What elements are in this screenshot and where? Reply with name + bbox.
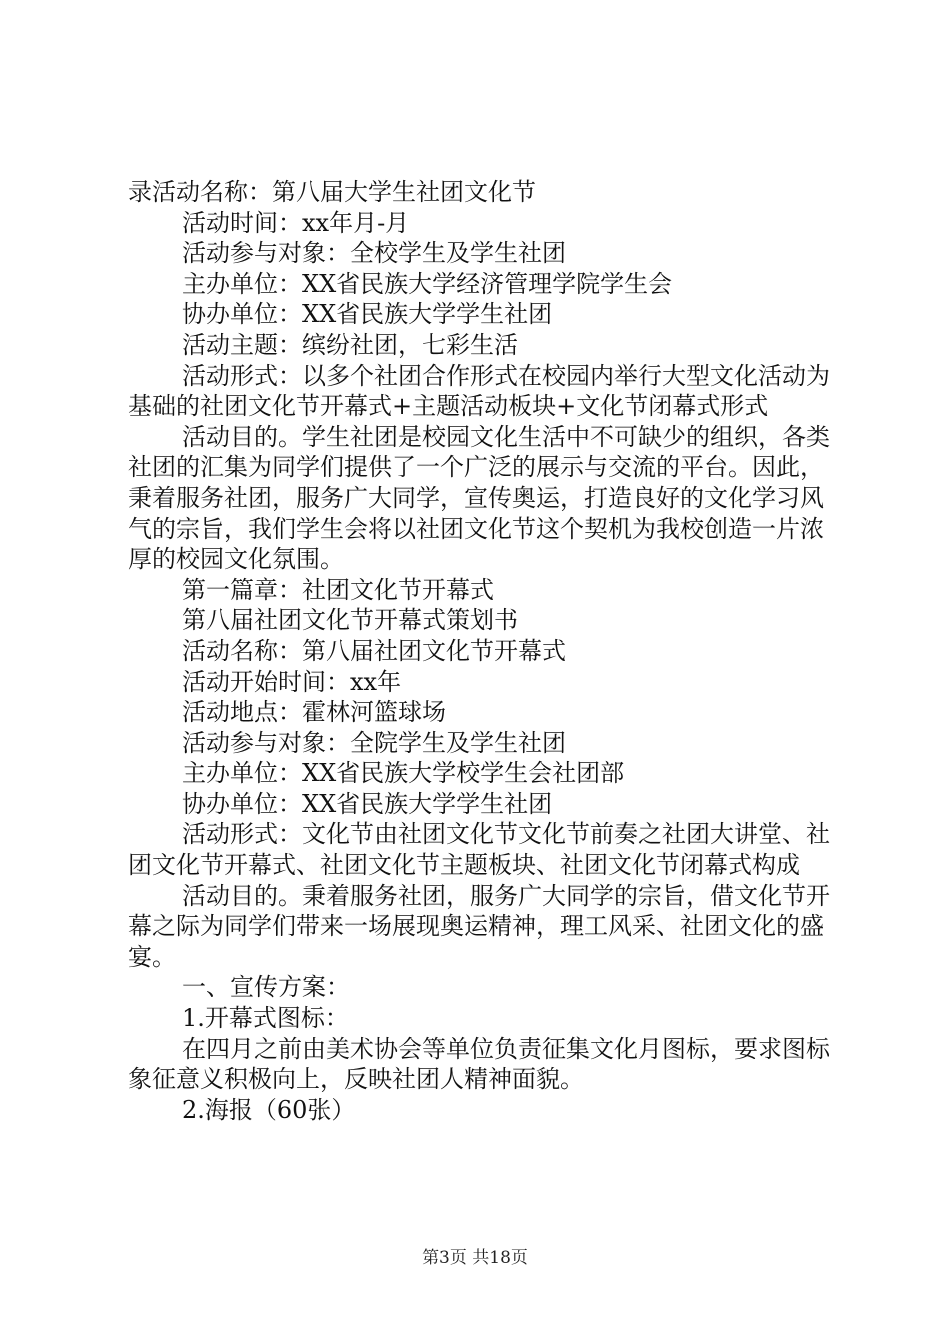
paragraph-opening-name: 活动名称：第八届社团文化节开幕式 [182, 636, 566, 665]
paragraph-start-time: 活动开始时间：xx年 [182, 667, 402, 696]
paragraph-logo-heading: 1.开幕式图标： [182, 1004, 349, 1033]
paragraph-opening-participants: 活动参与对象：全院学生及学生社团 [182, 728, 566, 757]
paragraph-opening-format: 活动形式：文化节由社团文化节文化节前奏之社团大讲堂、社团文化节开幕式、社团文化节主题板块、社团文化节闭幕式构成 [128, 820, 830, 880]
paragraph-promotion-heading: 一、宣传方案： [182, 973, 350, 1002]
paragraph-logo-body: 在四月之前由美术协会等单位负责征集文化月图标，要求图标象征意义积极向上，反映社团人精神面貌。 [128, 1034, 830, 1094]
paragraph-opening-organizer: 主办单位：XX省民族大学校学生会社团部 [182, 759, 625, 788]
paragraph-theme: 活动主题：缤纷社团，七彩生活 [182, 330, 518, 359]
paragraph-chapter-one: 第一篇章：社团文化节开幕式 [182, 575, 494, 604]
paragraph-format: 活动形式：以多个社团合作形式在校园内举行大型文化活动为基础的社团文化节开幕式+主题活动板块+文化节闭幕式形式 [128, 361, 830, 421]
document-body [128, 177, 838, 1125]
paragraph-participants: 活动参与对象：全校学生及学生社团 [182, 239, 566, 268]
page-footer: 第3页 共18页 [422, 1248, 528, 1268]
paragraph-location: 活动地点：霍林河篮球场 [182, 698, 446, 727]
paragraph-co-organizer: 协办单位：XX省民族大学学生社团 [182, 300, 553, 329]
paragraph-poster-heading: 2.海报（60张） [182, 1095, 356, 1124]
paragraph-activity-name: 录活动名称：第八届大学生社团文化节 [128, 178, 536, 206]
paragraph-purpose: 活动目的。学生社团是校园文化生活中不可缺少的组织，各类社团的汇集为同学们提供了一个广泛的展示与交流的平台。因此，秉着服务社团，服务广大同学，宣传奥运，打造良好的文化学习风气的宗旨，我们学生会将以社团文化节这个契机为我校创造一片浓厚的校园文化氛围。 [128, 422, 830, 574]
paragraph-opening-co-organizer: 协办单位：XX省民族大学学生社团 [182, 789, 553, 818]
paragraph-activity-time: 活动时间：xx年月-月 [182, 208, 410, 237]
paragraph-opening-purpose: 活动目的。秉着服务社团，服务广大同学的宗旨，借文化节开幕之际为同学们带来一场展现奥运精神，理工风采、社团文化的盛宴。 [128, 881, 830, 971]
paragraph-plan-title: 第八届社团文化节开幕式策划书 [182, 606, 518, 635]
paragraph-organizer: 主办单位：XX省民族大学经济管理学院学生会 [182, 269, 673, 298]
